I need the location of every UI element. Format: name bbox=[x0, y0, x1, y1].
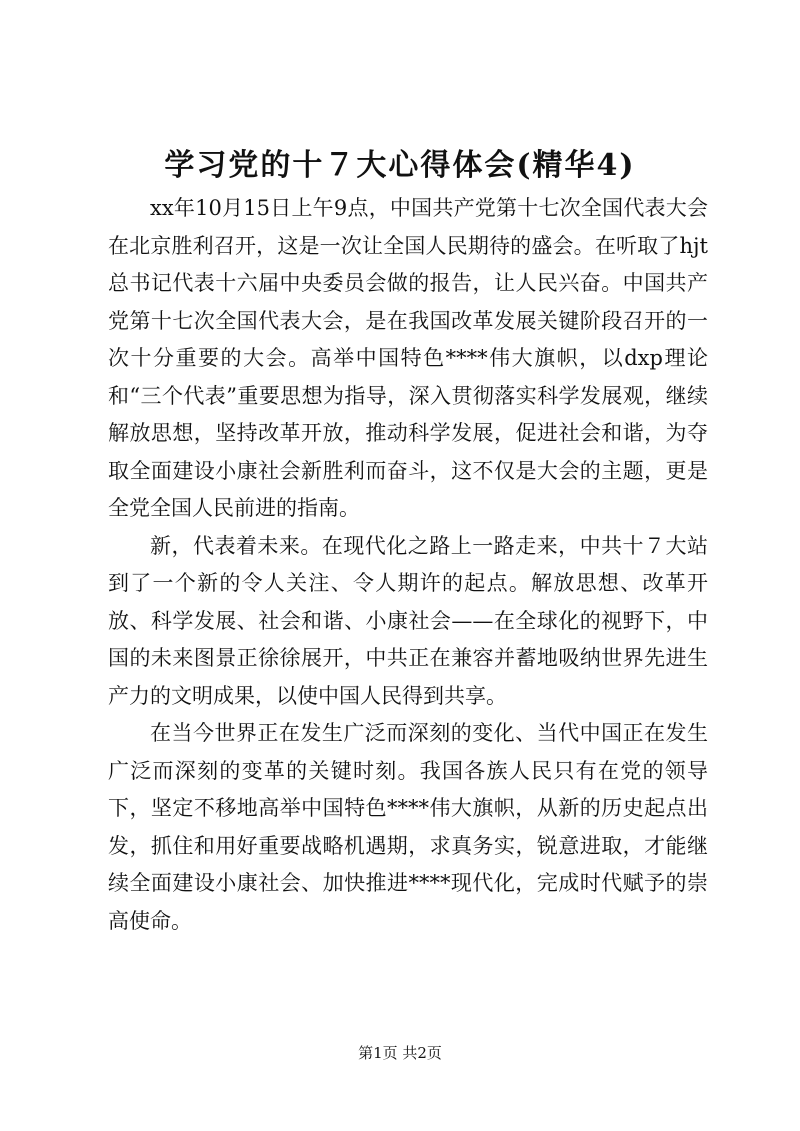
paragraph-2: 新，代表着未来。在现代化之路上一路走来，中共十７大站到了一个新的令人关注、令人期许的起点。解放思想、改革开放、科学发展、社会和谐、小康社会——在全球化的视野下，中国的未来图景正徐徐展开，中共正在兼容并蓄地吸纳世界先进生产力的文明成果，以使中国人民得到共享。 bbox=[108, 533, 708, 708]
document-title: 学习党的十７大心得体会(精华4) bbox=[164, 148, 636, 183]
paragraph-1: xx年10月15日上午9点，中国共产党第十七次全国代表大会在北京胜利召开，这是一次让全国人民期待的盛会。在听取了hjt总书记代表十六届中央委员会做的报告，让人民兴奋。中国共产党第十七次全国代表大会，是在我国改革发展关键阶段召开的一次十分重要的大会。高举中国特色****伟大旗帜，以dxp理论和“三个代表”重要思想为指导，深入贯彻落实科学发展观，继续解放思想，坚持改革开放，推动科学发展，促进社会和谐，为夺取全面建设小康社会新胜利而奋斗，这不仅是大会的主题，更是全党全国人民前进的指南。 bbox=[108, 196, 708, 520]
page-number-footer: 第1页 共2页 bbox=[358, 1044, 442, 1062]
paragraph-3: 在当今世界正在发生广泛而深刻的变化、当代中国正在发生广泛而深刻的变革的关键时刻。我国各族人民只有在党的领导下，坚定不移地高举中国特色****伟大旗帜，从新的历史起点出发，抓住和用好重要战略机遇期，求真务实，锐意进取，才能继续全面建设小康社会、加快推进****现代化，完成时代赋予的崇高使命。 bbox=[108, 721, 708, 933]
document-body bbox=[108, 190, 708, 940]
